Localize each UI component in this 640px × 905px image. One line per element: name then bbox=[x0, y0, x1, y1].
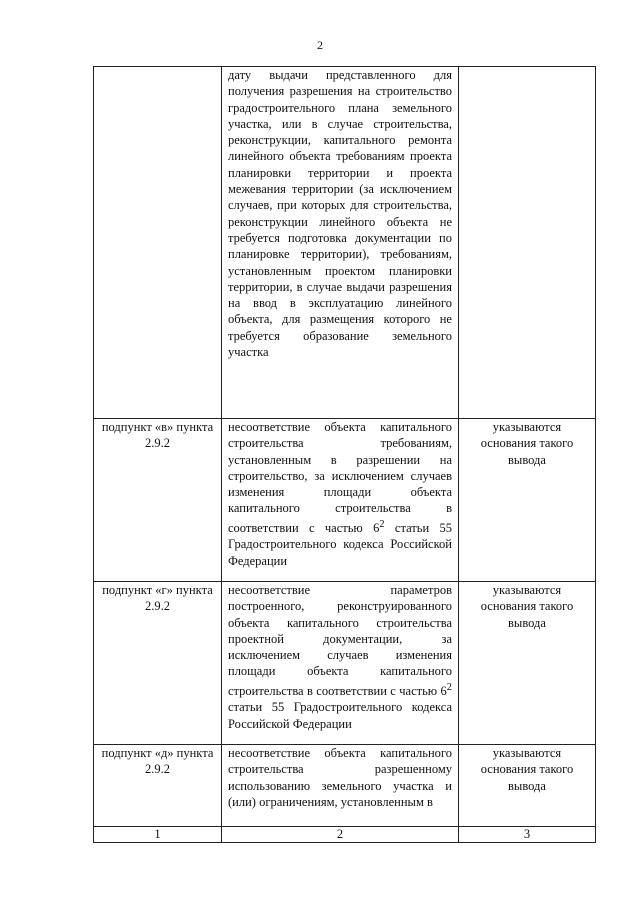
condition-text: несоответствие объекта капитального строительства разрешенному использованию земельного участка и (или) ограничениям, установленным в bbox=[228, 746, 452, 809]
condition-text-cont: статьи 55 Градостроительного кодекса Российской Федерации bbox=[228, 700, 452, 731]
requirements-table bbox=[93, 66, 596, 843]
text-cell bbox=[222, 745, 459, 827]
column-number-row bbox=[94, 827, 596, 843]
ref-cell: подпункт «д» пункта 2.9.2 bbox=[94, 745, 222, 827]
table-row bbox=[94, 582, 596, 745]
superscript: 2 bbox=[446, 681, 452, 693]
result-cell bbox=[459, 67, 596, 419]
superscript: 2 bbox=[379, 518, 385, 530]
page-number: 2 bbox=[317, 38, 323, 52]
condition-text-cont: статьи 55 Градостроительного кодекса Российской Федерации bbox=[228, 520, 452, 568]
table-row bbox=[94, 67, 596, 419]
condition-text: несоответствие объекта капитального строительства требованиям, установленным в разрешении на строительство, за исключением случаев изменения площади объекта капитального строительства в соответствии с частью 6 bbox=[228, 420, 452, 535]
table-row bbox=[94, 419, 596, 582]
condition-text: несоответствие параметров построенного, реконструированного объекта капитального строительства проектной документации, за исключением случаев изменения площади объекта капитального строительства в соответствии с частью 6 bbox=[228, 583, 452, 698]
ref-cell: подпункт «в» пункта 2.9.2 bbox=[94, 419, 222, 582]
text-cell bbox=[222, 67, 459, 419]
ref-cell: подпункт «г» пункта 2.9.2 bbox=[94, 582, 222, 745]
column-number-3: 3 bbox=[459, 827, 596, 843]
condition-text: дату выдачи представленного для получения разрешения на строительство градостроительного плана земельного участка, или в случае строительства, реконструкции, капитального ремонта линейного объекта требованиям проекта планировки территории и проекта межевания территории (за исключением случаев, при которых для строительства, реконструкции линейного объекта не требуется подготовка документации по планировке территории), требованиям, установленным проектом планировки территории, в случае выдачи разрешения на ввод в эксплуатацию линейного объекта, для размещения которого не требуется образование земельного участка bbox=[228, 68, 452, 360]
result-cell: указываются основания такого вывода bbox=[459, 745, 596, 827]
ref-cell bbox=[94, 67, 222, 419]
table-row bbox=[94, 745, 596, 827]
result-cell: указываются основания такого вывода bbox=[459, 582, 596, 745]
text-cell bbox=[222, 582, 459, 745]
column-number-1: 1 bbox=[94, 827, 222, 843]
text-cell bbox=[222, 419, 459, 582]
result-cell: указываются основания такого вывода bbox=[459, 419, 596, 582]
column-number-2: 2 bbox=[222, 827, 459, 843]
